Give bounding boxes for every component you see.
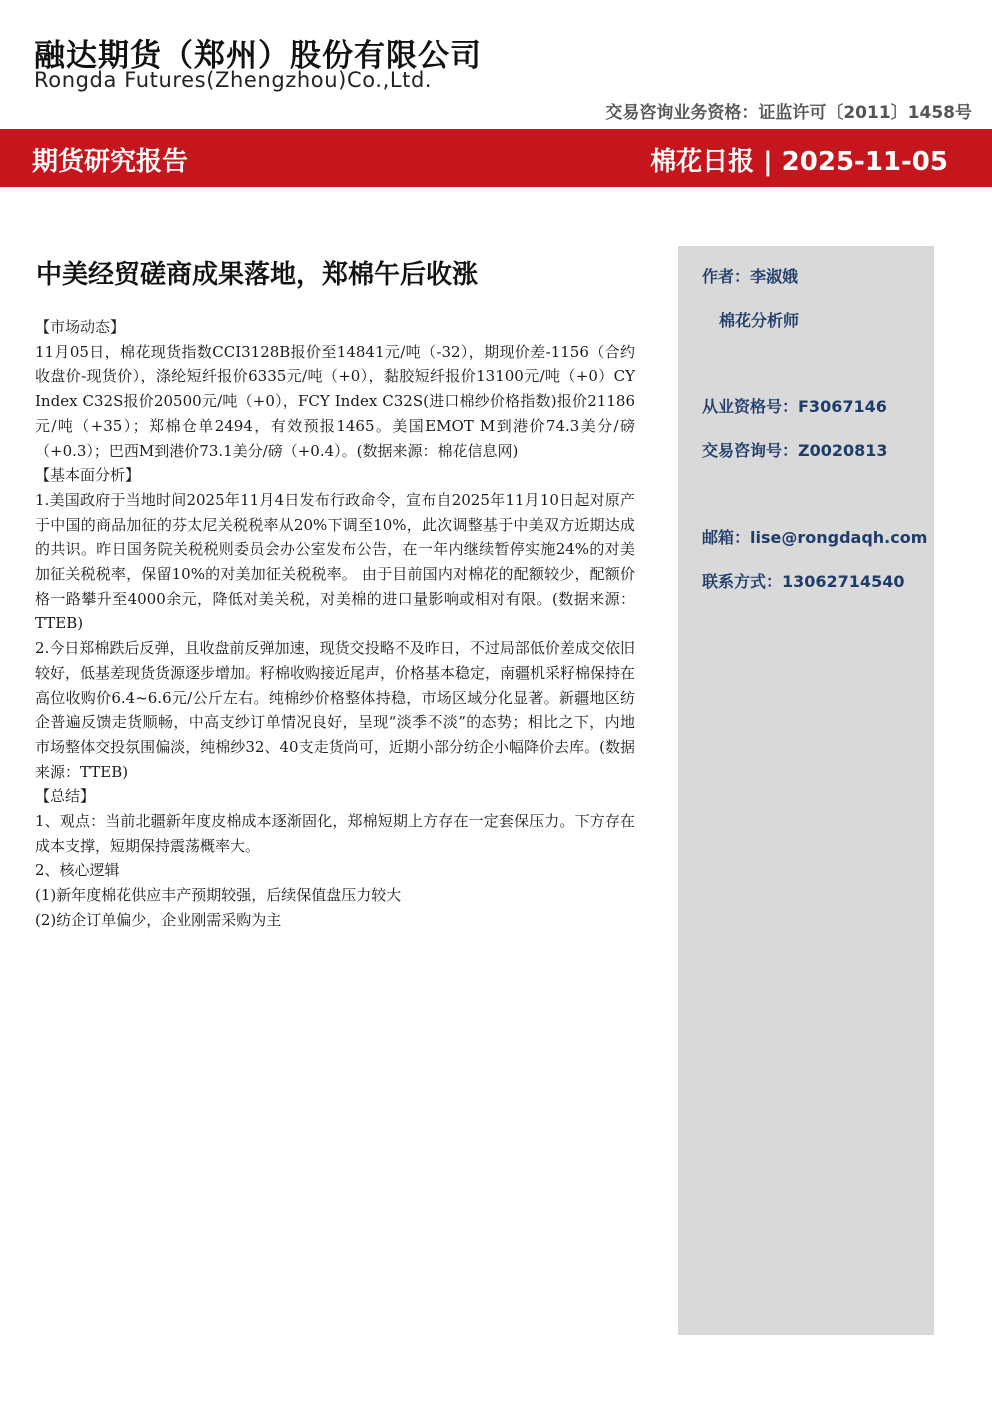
fundamentals-paragraph-2: 2.今日郑棉跌后反弹，且收盘前反弹加速，现货交投略不及昨日，不过局部低价差成交依旧较好，低基差现货货源逐步增加。籽棉收购接近尾声，价格基本稳定，南疆机采籽棉保持在高位收购价6.4~6.6元/公斤左右。纯棉纱价格整体持稳，市场区域分化显著。新疆地区纺企普遍反馈走货顺畅，中高支纱订单情况良好，呈现“淡季不淡”的态势；相比之下，内地市场整体交投氛围偏淡，纯棉纱32、40支走货尚可，近期小部分纺企小幅降价去库。(数据来源：TTEB) — [35, 639, 636, 781]
license-info: 交易咨询业务资格：证监许可〔2011〕1458号 — [605, 103, 972, 123]
summary-logic-1: (1)新年度棉花供应丰产预期较强，后续保值盘压力较大 — [35, 886, 402, 905]
summary-logic-heading: 2、核心逻辑 — [35, 861, 120, 880]
report-title: 中美经贸磋商成果落地，郑棉午后收涨 — [36, 260, 479, 290]
summary-logic-2: (2)纺企订单偏少，企业刚需采购为主 — [35, 910, 282, 929]
author-role: 棉花分析师 — [719, 311, 800, 330]
email[interactable]: 邮箱：lise@rongdaqh.com — [702, 528, 928, 547]
report-type: 期货研究报告 — [32, 147, 189, 177]
company-name-cn: 融达期货（郑州）股份有限公司 — [34, 38, 482, 74]
summary-view: 1、观点：当前北疆新年度皮棉成本逐渐固化，郑棉短期上方存在一定套保压力。下方存在成本支撑，短期保持震荡概率大。 — [35, 812, 635, 855]
fundamentals-paragraph-1: 1.美国政府于当地时间2025年11月4日发布行政命令，宣布自2025年11月10日起对原产于中国的商品加征的芬太尼关税税率从20%下调至10%，此次调整基于中美双方近期达成的共识。昨日国务院关税税则委员会办公室发布公告，在一年内继续暂停实施24%的对美加征关税税率，保留10%的对美加征关税税率。 由于目前国内对棉花的配额较少，配额价格一路攀升至4000余元，降低对美关税，对美棉的进口量影响或相对有限。(数据来源：TTEB) — [35, 490, 635, 633]
report-name-date: 棉花日报 | 2025-11-05 — [650, 147, 948, 177]
section-heading-summary: 【总结】 — [35, 787, 96, 806]
market-paragraph: 11月05日，棉花现货指数CCI3128B报价至14841元/吨（-32），期现价差-1156（合约收盘价-现货价），涤纶短纤报价6335元/吨（+0），黏胶短纤报价13100元/吨（+0）CY Index C32S报价20500元/吨（+0），FCY Index C32S(进口棉纱价格指数)报价21186元/吨（+35）；郑棉仓单2494，有效预报1465。美国EMOT M到港价74.3美分/磅（+0.3）；巴西M到港价73.1美分/磅（+0.4）。(数据来源：棉花信息网) — [35, 342, 635, 460]
qualification-number: 从业资格号：F3067146 — [702, 397, 887, 416]
consult-number: 交易咨询号：Z0020813 — [702, 441, 888, 460]
report-body — [35, 315, 635, 933]
author-name: 作者：李淑娥 — [702, 267, 799, 286]
author-sidebar — [678, 246, 934, 1335]
title-banner — [0, 129, 992, 187]
section-heading-fundamentals: 【基本面分析】 — [35, 466, 141, 485]
company-name-en: Rongda Futures(Zhengzhou)Co.,Ltd. — [34, 68, 433, 92]
section-heading-market: 【市场动态】 — [35, 318, 126, 336]
phone: 联系方式：13062714540 — [702, 572, 905, 591]
